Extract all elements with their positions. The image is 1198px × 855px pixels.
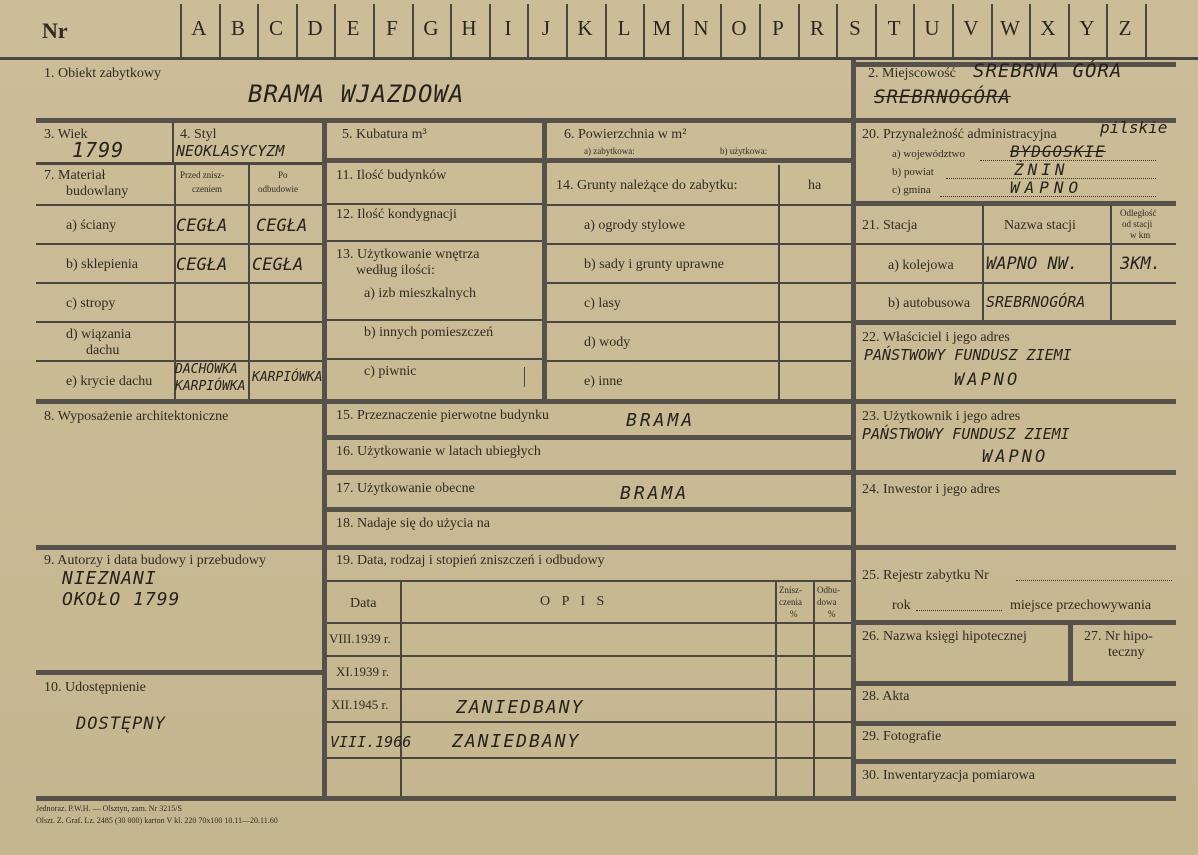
field7-col-before-2: czeniem	[192, 184, 222, 194]
field25-nr-line	[1016, 580, 1172, 581]
divider-left-column	[322, 118, 327, 800]
rule	[856, 282, 1176, 284]
rule	[982, 205, 984, 320]
rule	[327, 655, 851, 657]
field14-label: 14. Grunty należące do zabytku:	[556, 178, 738, 193]
field23-label: 23. Użytkownik i jego adres	[862, 409, 1021, 424]
field16-label: 16. Użytkowanie w latach ubiegłych	[336, 444, 541, 459]
rule	[327, 158, 542, 163]
field23-line1: PAŃSTWOWY FUNDUSZ ZIEMI	[862, 425, 1070, 443]
field19-col-znisz-1: Znisz-	[779, 585, 802, 595]
rule	[327, 507, 851, 512]
field6-label: 6. Powierzchnia w m²	[564, 127, 687, 142]
field7-row-c-label: c) stropy	[66, 296, 116, 311]
letter-r: R	[809, 16, 824, 40]
letter-divider	[913, 4, 915, 57]
rule	[856, 681, 1176, 686]
field19-pct-2: %	[828, 609, 836, 619]
field19-col-odbud-2: dowa	[817, 597, 837, 607]
letter-divider	[180, 4, 182, 57]
field19-row4-date: VIII.1966	[330, 733, 412, 751]
field9-line2: OKOŁO 1799	[62, 589, 181, 610]
rule	[547, 204, 851, 206]
rule	[856, 243, 1176, 245]
letter-i: I	[504, 16, 512, 40]
field14-row-c: c) lasy	[584, 296, 621, 311]
field19-row3-opis: ZANIEDBANY	[456, 697, 585, 718]
rule	[547, 321, 851, 323]
field19-pct-1: %	[790, 609, 798, 619]
rule	[327, 545, 851, 550]
letter-s: S	[849, 16, 861, 40]
letter-divider	[991, 4, 993, 57]
field30-label: 30. Inwentaryzacja pomiarowa	[862, 768, 1035, 783]
field14-row-e: e) inne	[584, 374, 623, 389]
field2-value-new: SREBRNA GÓRA	[973, 60, 1123, 82]
footer-line2: Olszt. Z. Graf. Lz. 2485 (30 000) karton V kl. 220 70x100 10.11—20.11.60	[36, 816, 278, 825]
letter-g: G	[423, 16, 439, 40]
rule	[524, 367, 525, 387]
field17-label: 17. Użytkowanie obecne	[336, 481, 475, 496]
divider-right-column	[851, 60, 856, 800]
letter-t: T	[887, 16, 901, 40]
rule	[327, 470, 851, 475]
field9-line1: NIEZNANI	[62, 568, 157, 589]
field7-row-e-before-1: DACHÓWKA	[175, 362, 238, 377]
field21-a-label: a) kolejowa	[888, 258, 954, 273]
rule	[327, 721, 851, 723]
field19-row3-date: XII.1945 r.	[331, 697, 389, 712]
field21-col-dist-1: Odległość	[1120, 208, 1157, 218]
letter-p: P	[772, 16, 784, 40]
letter-divider	[489, 4, 491, 57]
field22-line1: PAŃSTWOWY FUNDUSZ ZIEMI	[864, 346, 1072, 364]
rule	[36, 282, 322, 284]
letter-e: E	[346, 16, 360, 40]
letter-b: B	[230, 16, 245, 40]
field20-c-value: WAPNO	[1010, 178, 1084, 197]
field10-value: DOSTĘPNY	[76, 714, 166, 734]
nr-label: Nr	[42, 18, 68, 43]
field21-a-name: WAPNO NW.	[986, 254, 1079, 274]
letter-divider	[798, 4, 800, 57]
letter-divider	[682, 4, 684, 57]
letter-d: D	[307, 16, 323, 40]
letter-divider	[1029, 4, 1031, 57]
letter-x: X	[1040, 16, 1056, 40]
field7-row-a-label: a) ściany	[66, 218, 117, 233]
field7-row-a-after: CEGŁA	[256, 216, 308, 236]
letter-divider	[836, 4, 838, 57]
field19-row4-opis: ZANIEDBANY	[452, 731, 581, 752]
field7-col-after-2: odbudowie	[258, 184, 298, 194]
rule	[1068, 620, 1073, 683]
field7-label-2: budowlany	[66, 184, 129, 199]
field19-col-odbud-1: Odbu-	[817, 585, 840, 595]
field7-row-e-after: KARPIÓWKA	[252, 370, 323, 385]
field18-label: 18. Nadaje się do użycia na	[336, 516, 490, 531]
field7-label-1: 7. Materiał	[44, 168, 106, 183]
field4-value: NEOKLASYCYZM	[176, 142, 285, 160]
field5-label: 5. Kubatura m³	[342, 127, 427, 142]
field9-label: 9. Autorzy i data budowy i przebudowy	[44, 553, 267, 568]
field26-label: 26. Nazwa księgi hipotecznej	[862, 629, 1027, 644]
field6-sub-a: a) zabytkowa:	[584, 146, 635, 156]
letter-divider	[605, 4, 607, 57]
rule	[856, 620, 1176, 625]
letter-divider	[334, 4, 336, 57]
letter-divider	[643, 4, 645, 57]
field7-row-e-before-2: KARPIÓWKA	[175, 379, 246, 394]
rule	[856, 201, 1176, 206]
rule	[36, 399, 851, 404]
field10-label: 10. Udostępnienie	[44, 680, 146, 695]
rule	[856, 721, 1176, 726]
field21-b-label: b) autobusowa	[888, 296, 971, 311]
field23-line2: WAPNO	[982, 447, 1049, 467]
rule	[36, 162, 322, 165]
field20-b-label: b) powiat	[892, 166, 934, 178]
field21-label: 21. Stacja	[862, 218, 918, 233]
letter-k: K	[577, 16, 593, 40]
rule	[1110, 205, 1112, 320]
rule	[856, 470, 1176, 475]
rule	[36, 796, 1176, 801]
rule	[36, 243, 322, 245]
rule	[856, 545, 1176, 550]
field7-row-d-label-1: d) wiązania	[66, 327, 131, 342]
field7-col-after-1: Po	[278, 170, 288, 180]
letter-divider	[257, 4, 259, 57]
field7-row-a-before: CEGŁA	[176, 216, 228, 236]
field13-label-1: 13. Użytkowanie wnętrza	[336, 247, 480, 262]
field21-col-name: Nazwa stacji	[1004, 218, 1076, 233]
rule	[327, 358, 542, 360]
field13-label-2: według ilości:	[356, 263, 435, 278]
field3-label: 3. Wiek	[44, 127, 88, 142]
field20-a-label: a) województwo	[892, 148, 966, 160]
field6-sub-b: b) użytkowa:	[720, 146, 768, 156]
field19-row2-date: XI.1939 r.	[336, 664, 390, 679]
rule	[327, 757, 851, 759]
field20-c-label: c) gmina	[892, 184, 931, 196]
letter-a: A	[191, 16, 207, 40]
field7-row-b-before: CEGŁA	[176, 255, 228, 275]
rule	[327, 580, 851, 582]
field27-label-2: teczny	[1108, 645, 1145, 660]
field20-b-value: ŻNIN	[1014, 160, 1069, 179]
rule	[327, 319, 542, 321]
field15-value: BRAMA	[626, 410, 696, 431]
rule	[327, 622, 851, 624]
letter-divider	[450, 4, 452, 57]
letter-u: U	[924, 16, 940, 40]
letter-y: Y	[1079, 16, 1095, 40]
letter-f: F	[386, 16, 398, 40]
field21-col-dist-2: od stacji	[1122, 219, 1153, 229]
letter-h: H	[461, 16, 477, 40]
rule	[36, 118, 851, 123]
field22-line2: WAPNO	[954, 370, 1021, 390]
field11-label: 11. Ilość budynków	[336, 168, 447, 183]
rule	[327, 435, 851, 440]
field7-row-d-label-2: dachu	[86, 343, 120, 358]
field21-a-dist: 3KM.	[1120, 254, 1161, 274]
field21-col-dist-3: w km	[1130, 230, 1151, 240]
rule	[856, 759, 1176, 764]
field19-row1-date: VIII.1939 r.	[329, 631, 391, 646]
field7-row-e-label: e) krycie dachu	[66, 374, 153, 389]
letter-m: M	[652, 16, 672, 40]
field12-label: 12. Ilość kondygnacji	[336, 207, 457, 222]
footer-line1: Jednoraz. P.W.H. — Olsztyn, zam. Nr 3215/S	[36, 804, 182, 813]
letter-divider	[219, 4, 221, 57]
field20-label: 20. Przynależność administracyjna	[862, 127, 1057, 142]
letter-n: N	[693, 16, 709, 40]
rule	[327, 203, 542, 205]
rule	[36, 545, 322, 550]
field19-col-znisz-2: czenia	[779, 597, 802, 607]
field25-rok: rok	[892, 598, 911, 613]
field24-label: 24. Inwestor i jego adres	[862, 482, 1001, 497]
rule	[856, 399, 1176, 404]
field17-value: BRAMA	[620, 483, 690, 504]
field7-col-before-1: Przed znisz-	[180, 170, 225, 180]
letter-divider	[952, 4, 954, 57]
letter-divider	[759, 4, 761, 57]
field14-unit: ha	[808, 178, 822, 193]
rule	[327, 688, 851, 690]
letter-divider	[720, 4, 722, 57]
field1-value: BRAMA WJAZDOWA	[248, 80, 465, 108]
field7-row-b-after: CEGŁA	[252, 255, 304, 275]
letter-j: J	[541, 16, 551, 40]
field13-b: b) innych pomieszczeń	[364, 325, 494, 340]
field13-c: c) piwnic	[364, 364, 417, 379]
field4-label: 4. Styl	[180, 127, 217, 142]
field28-label: 28. Akta	[862, 689, 910, 704]
letter-divider	[1145, 4, 1147, 57]
field29-label: 29. Fotografie	[862, 729, 942, 744]
field19-label: 19. Data, rodzaj i stopień zniszczeń i odbudowy	[336, 553, 605, 568]
field7-row-b-label: b) sklepienia	[66, 257, 138, 272]
field14-row-d: d) wody	[584, 335, 631, 350]
letter-divider	[566, 4, 568, 57]
field19-col-opis: O P I S	[540, 594, 609, 609]
letter-divider	[296, 4, 298, 57]
field20-note: pilskie	[1100, 118, 1168, 137]
rule	[36, 204, 322, 206]
rule	[547, 243, 851, 245]
rule	[547, 158, 851, 163]
letter-o: O	[731, 16, 747, 40]
field8-label: 8. Wyposażenie architektoniczne	[44, 409, 229, 424]
letter-divider	[1106, 4, 1108, 57]
letter-divider	[875, 4, 877, 57]
field14-row-a: a) ogrody stylowe	[584, 218, 686, 233]
field19-col-date: Data	[350, 596, 377, 611]
letter-divider	[412, 4, 414, 57]
field20-a-value: BYDGOSKIE	[1010, 142, 1106, 161]
rule	[36, 670, 322, 675]
rule	[547, 360, 851, 362]
letter-w: W	[1000, 16, 1020, 40]
field3-value: 1799	[72, 138, 125, 162]
field2-value-old: SREBRNOGÓRA	[874, 86, 1011, 108]
rule	[36, 321, 322, 323]
rule	[172, 122, 174, 162]
field25-label: 25. Rejestr zabytku Nr	[862, 568, 989, 583]
letter-divider	[373, 4, 375, 57]
field2-label: 2. Miejscowość	[868, 66, 956, 81]
letter-z: Z	[1118, 16, 1132, 40]
letter-l: L	[617, 16, 631, 40]
field1-label: 1. Obiekt zabytkowy	[44, 66, 162, 81]
field27-label-1: 27. Nr hipo-	[1084, 629, 1153, 644]
rule	[547, 282, 851, 284]
rule	[327, 240, 542, 242]
field21-b-name: SREBRNOGÓRA	[986, 293, 1086, 311]
letter-divider	[1068, 4, 1070, 57]
field25-miejsce: miejsce przechowywania	[1010, 598, 1152, 613]
field15-label: 15. Przeznaczenie pierwotne budynku	[336, 408, 550, 423]
field14-row-b: b) sady i grunty uprawne	[584, 257, 724, 272]
field25-rok-line	[916, 610, 1002, 611]
field22-label: 22. Właściciel i jego adres	[862, 330, 1010, 345]
letter-v: V	[963, 16, 979, 40]
letter-c: C	[268, 16, 283, 40]
rule	[856, 320, 1176, 325]
field13-a: a) izb mieszkalnych	[364, 286, 476, 301]
letter-divider	[527, 4, 529, 57]
